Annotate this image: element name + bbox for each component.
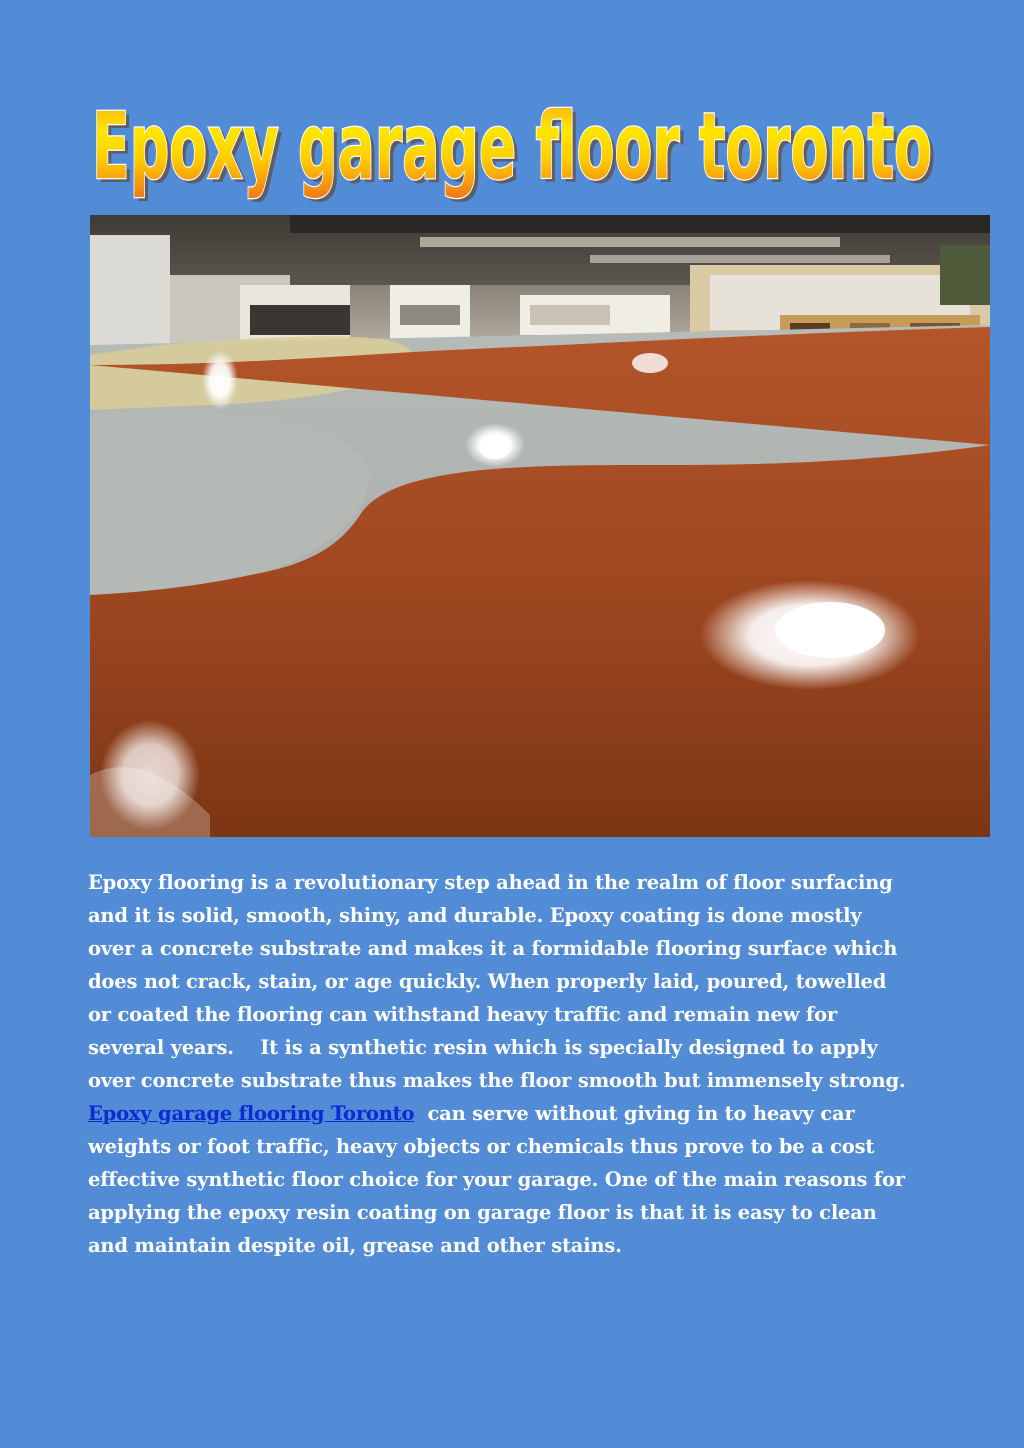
page-title-text: Epoxy garage floor toronto	[92, 93, 933, 200]
body-line: and maintain despite oil, grease and other stains.	[88, 1234, 622, 1257]
body-line: several years. It is a synthetic resin which is specially designed to apply	[88, 1036, 878, 1059]
body-line: Epoxy flooring is a revolutionary step ahead in the realm of floor surfacing	[88, 871, 893, 894]
body-line: over concrete substrate thus makes the floor smooth but immensely strong.	[88, 1069, 906, 1092]
epoxy-floor-photo	[90, 215, 990, 837]
epoxy-flooring-toronto-link[interactable]: Epoxy garage flooring Toronto	[88, 1102, 415, 1125]
page-title	[60, 72, 964, 202]
body-line: weights or foot traffic, heavy objects or chemicals thus prove to be a cost	[88, 1135, 875, 1158]
body-line: over a concrete substrate and makes it a formidable flooring surface which	[88, 937, 898, 960]
body-line: applying the epoxy resin coating on garage floor is that it is easy to clean	[88, 1201, 877, 1224]
epoxy-floor-photo-icon	[90, 215, 990, 837]
body-line-rest: can serve without giving in to heavy car	[414, 1102, 855, 1125]
body-paragraph	[88, 866, 948, 1262]
body-line: does not crack, stain, or age quickly. When properly laid, poured, towelled	[88, 970, 887, 993]
body-line-with-link	[88, 1097, 948, 1130]
body-line: and it is solid, smooth, shiny, and durable. Epoxy coating is done mostly	[88, 904, 862, 927]
body-line: or coated the flooring can withstand heavy traffic and remain new for	[88, 1003, 837, 1026]
page-title-shadow: Epoxy garage floor toronto	[96, 97, 937, 202]
body-line: effective synthetic floor choice for your garage. One of the main reasons for	[88, 1168, 905, 1191]
